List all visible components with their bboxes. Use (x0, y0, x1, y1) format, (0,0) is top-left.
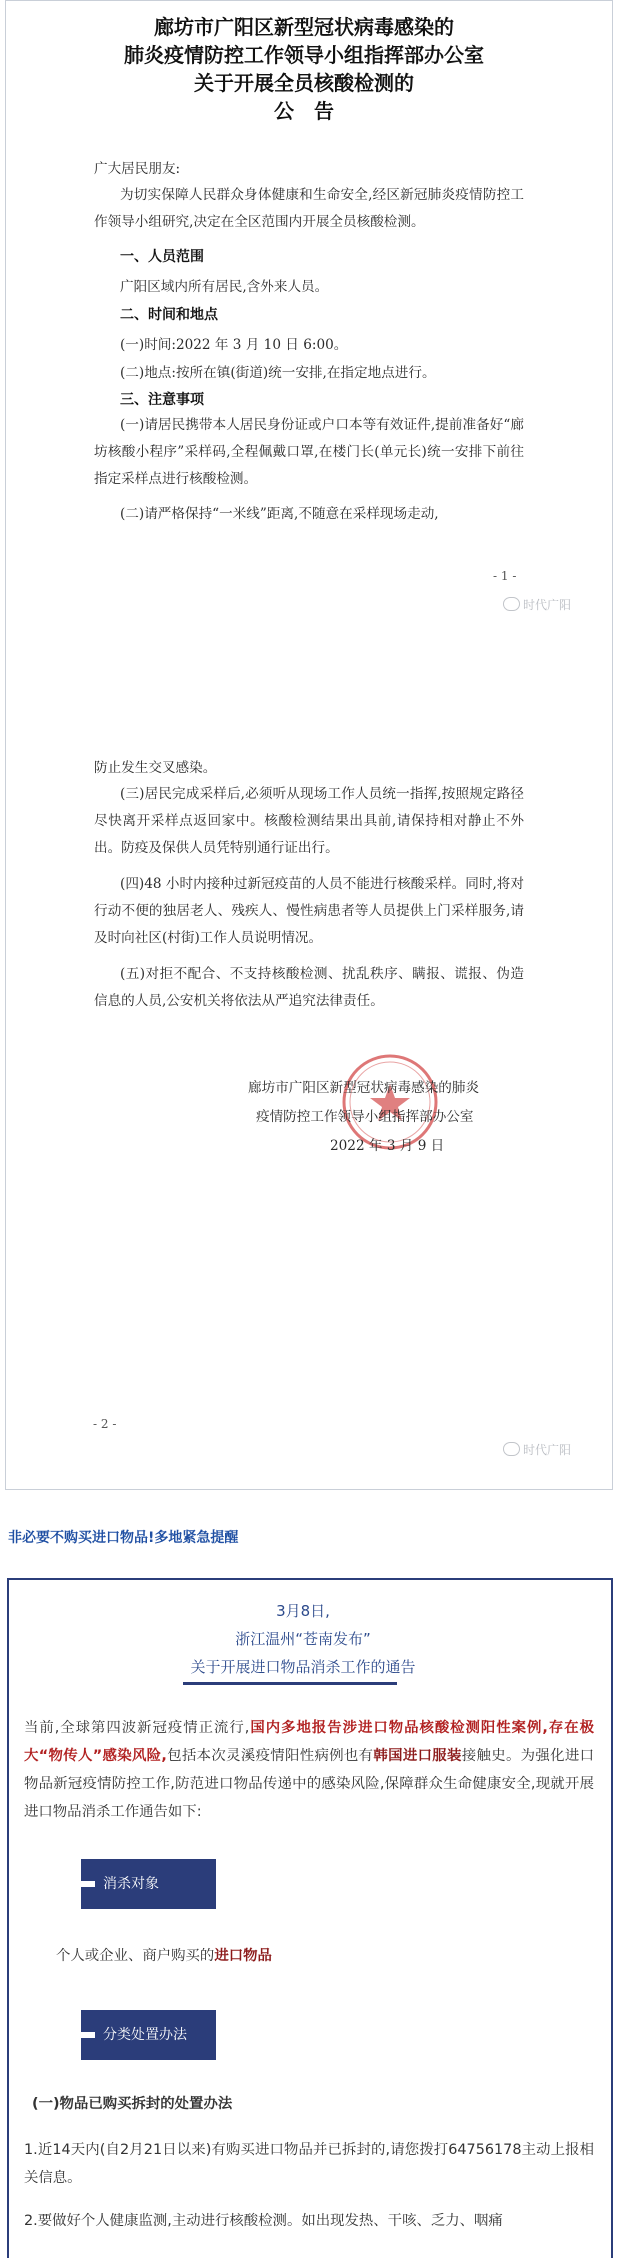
item2-paragraph: 2.要做好个人健康监测,主动进行核酸检测。如出现发热、干咳、乏力、咽痛 (24, 2213, 503, 2229)
note4-paragraph: (四)48 小时内接种过新冠疫苗的人员不能进行核酸采样。同时,将对行动不便的独居老人、残疾人、慢性病患者等人员提供上门采样服务,请及时向社区(村街)工作人员说明情况。 (94, 876, 524, 946)
doc-title-line2: 肺炎疫情防控工作领导小组指挥部办公室 (124, 43, 484, 67)
section1-title: 一、人员范围 (120, 249, 204, 265)
section1-text: 广阳区域内所有居民,含外来人员。 (120, 279, 329, 295)
notice-title: 关于开展进口物品消杀工作的通告 (190, 1658, 416, 1676)
note3-paragraph: (三)居民完成采样后,必须听从现场工作人员统一指挥,按照规定路径尽快离开采样点返回家中。核酸检测结果出具前,请保持相对静止不外出。防疫及保供人员凭特别通行证出行。 (94, 786, 524, 856)
tag-bar-icon (75, 1881, 95, 1887)
chat-bubble-icon (503, 1442, 520, 1456)
article-subheading: 非必要不购买进口物品!多地紧急提醒 (8, 1530, 239, 1546)
section2-title: 二、时间和地点 (120, 307, 218, 323)
note1-paragraph: (一)请居民携带本人居民身份证或户口本等有效证件,提前准备好“廊坊核酸小程序”采样码,全程佩戴口罩,在楼门长(单元长)统一安排下前往指定采样点进行核酸检测。 (94, 417, 524, 487)
note5-paragraph: (五)对拒不配合、不支持核酸检测、扰乱秩序、瞒报、谎报、伪造信息的人员,公安机关将依法从严追究法律责任。 (94, 966, 524, 1009)
doc-title-line3: 关于开展全员核酸检测的 (194, 71, 414, 95)
tag-bar-icon (75, 2032, 95, 2038)
section-tag-disinfection-target: 消杀对象 (81, 1859, 216, 1909)
watermark-2: 时代广阳 (503, 1441, 571, 1458)
notice-title-underline (183, 1682, 397, 1685)
salutation: 广大居民朋友: (94, 161, 181, 177)
section3-title: 三、注意事项 (120, 392, 204, 408)
signature-date: 2022 年 3 月 9 日 (330, 1138, 445, 1154)
notice-intro-paragraph: 当前,全球第四波新冠疫情正流行,国内多地报告涉进口物品核酸检测阳性案例,存在极大“物传人”感染风险,包括本次灵溪疫情阳性病例也有韩国进口服装接触史。为强化进口物品新冠疫情防控工作,防范进口物品传递中的感染风险,保障群众生命健康安全,现就开展进口物品消杀工作通告如下: (24, 1720, 595, 1820)
section2-time: (一)时间:2022 年 3 月 10 日 6:00。 (120, 337, 348, 353)
signature-line2: 疫情防控工作领导小组指挥部办公室 (256, 1109, 474, 1125)
doc-title-line4: 公 告 (274, 99, 334, 123)
section-tag-handling-methods: 分类处置办法 (81, 2010, 216, 2060)
page-number-2: - 2 - (93, 1417, 117, 1431)
note2-end: 防止发生交叉感染。 (94, 760, 217, 776)
intro-paragraph: 为切实保障人民群众身体健康和生命安全,经区新冠肺炎疫情防控工作领导小组研究,决定在全区范围内开展全员核酸检测。 (94, 187, 524, 230)
item1-paragraph: 1.近14天内(自2月21日以来)有购买进口物品并已拆封的,请您拨打64756178主动上报相关信息。 (24, 2142, 594, 2186)
page-number-1: - 1 - (493, 569, 517, 583)
notice-date: 3月8日, (276, 1602, 330, 1620)
section2-place: (二)地点:按所在镇(街道)统一安排,在指定地点进行。 (120, 365, 436, 381)
notice-source: 浙江温州“苍南发布” (235, 1630, 371, 1648)
watermark-1: 时代广阳 (503, 596, 571, 613)
doc-title-line1: 廊坊市广阳区新型冠状病毒感染的 (154, 15, 454, 39)
subsection-opened-items: (一)物品已购买拆封的处置办法 (32, 2096, 233, 2112)
disinfection-target-text: 个人或企业、商户购买的进口物品 (56, 1948, 272, 1964)
signature-line1: 廊坊市广阳区新型冠状病毒感染的肺炎 (248, 1080, 480, 1096)
note2-start: (二)请严格保持“一米线”距离,不随意在采样现场走动, (120, 506, 439, 522)
chat-bubble-icon (503, 597, 520, 611)
